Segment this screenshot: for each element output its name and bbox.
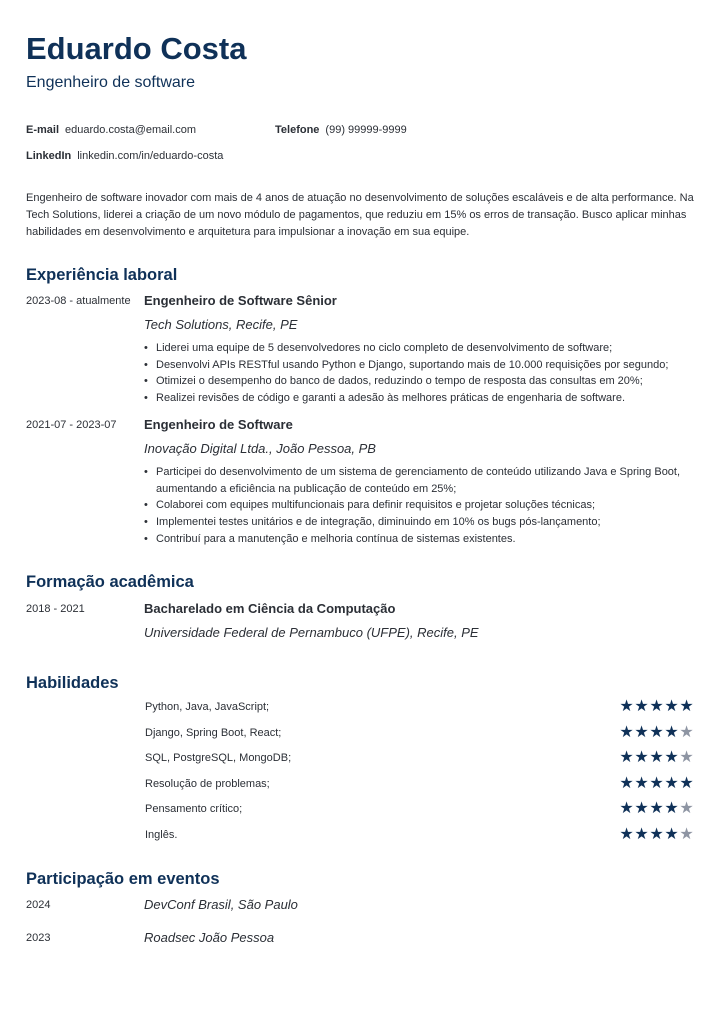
email-value[interactable]: eduardo.costa@email.com [65, 124, 197, 136]
linkedin-value[interactable]: linkedin.com/in/eduardo-costa [77, 150, 224, 162]
star-icon: ★ [679, 824, 694, 843]
phone-label: Telefone [275, 124, 320, 136]
star-icon: ★ [649, 798, 664, 817]
star-icon: ★ [664, 798, 679, 817]
candidate-name: Eduardo Costa [26, 31, 247, 66]
skill-rating [619, 775, 694, 791]
section-title-events: Participação em eventos [26, 870, 220, 888]
event-name: DevConf Brasil, São Paulo [144, 897, 298, 912]
star-icon: ★ [649, 696, 664, 715]
star-icon: ★ [634, 773, 649, 792]
star-icon: ★ [649, 824, 664, 843]
star-icon: ★ [679, 696, 694, 715]
event-name: Roadsec João Pessoa [144, 930, 275, 945]
job-title: Engenheiro de Software Sênior [144, 293, 337, 308]
skill-name: Resolução de problemas; [145, 778, 270, 790]
star-icon: ★ [664, 773, 679, 792]
education-degree: Bacharelado em Ciência da Computação [144, 601, 396, 616]
section-title-skills: Habilidades [26, 674, 119, 692]
star-icon: ★ [619, 722, 634, 741]
star-icon: ★ [619, 824, 634, 843]
email-label: E-mail [26, 124, 60, 136]
star-icon: ★ [679, 798, 694, 817]
star-icon: ★ [664, 747, 679, 766]
job-bullet: • Participei do desenvolvimento de um sistema de gerenciamento de conteúdo utilizando Java e Spring Boot, aumentando a eficiência na publicação de conteúdo em 25%; [156, 464, 696, 497]
job-employer: Inovação Digital Ltda., João Pessoa, PB [144, 441, 376, 456]
star-icon: ★ [634, 722, 649, 741]
star-icon: ★ [634, 747, 649, 766]
star-icon: ★ [619, 773, 634, 792]
star-icon: ★ [649, 773, 664, 792]
skill-name: Django, Spring Boot, React; [145, 727, 282, 739]
candidate-role: Engenheiro de software [26, 74, 195, 91]
job-bullet: • Realizei revisões de código e garanti a adesão às melhores práticas de engenharia de software. [156, 390, 696, 407]
star-icon: ★ [634, 696, 649, 715]
star-icon: ★ [664, 722, 679, 741]
star-icon: ★ [619, 747, 634, 766]
job-dates: 2023-08 - atualmente [26, 295, 131, 307]
star-icon: ★ [649, 747, 664, 766]
star-icon: ★ [679, 722, 694, 741]
education-school: Universidade Federal de Pernambuco (UFPE), Recife, PE [144, 625, 479, 640]
section-title-education: Formação acadêmica [26, 573, 194, 591]
job-bullet: • Desenvolvi APIs RESTful usando Python e Django, suportando mais de 10.000 requisições por segundo; [156, 357, 696, 374]
skill-rating [619, 724, 694, 740]
job-title: Engenheiro de Software [144, 417, 293, 432]
profile-summary: Engenheiro de software inovador com mais de 4 anos de atuação no desenvolvimento de soluções escaláveis e de alta performance. Na Tech Solutions, liderei a criação de um novo módulo de pagamentos, que reduziu em 15% os erros de transação. Busco aplicar minhas habilidades em desenvolvimento e arquitetura para impulsionar a inovação em sua equipe. [26, 192, 694, 238]
job-bullets [144, 464, 696, 548]
education-dates: 2018 - 2021 [26, 603, 85, 615]
star-icon: ★ [634, 824, 649, 843]
skill-rating [619, 826, 694, 842]
event-year: 2024 [26, 899, 51, 911]
star-icon: ★ [664, 824, 679, 843]
phone-value[interactable]: (99) 99999-9999 [325, 124, 407, 136]
star-icon: ★ [664, 696, 679, 715]
star-icon: ★ [634, 798, 649, 817]
skill-name: Pensamento crítico; [145, 803, 243, 815]
job-bullet: • Implementei testes unitários e de integração, diminuindo em 10% os bugs pós-lançamento; [156, 514, 696, 531]
skill-name: SQL, PostgreSQL, MongoDB; [145, 752, 292, 764]
star-icon: ★ [679, 747, 694, 766]
job-bullet: • Contribuí para a manutenção e melhoria contínua de sistemas existentes. [156, 531, 696, 548]
event-year: 2023 [26, 932, 51, 944]
skill-name: Inglês. [145, 829, 178, 841]
skill-rating [619, 698, 694, 714]
job-bullet: • Otimizei o desempenho do banco de dados, reduzindo o tempo de resposta das consultas em 20%; [156, 373, 696, 390]
star-icon: ★ [649, 722, 664, 741]
job-bullet: • Liderei uma equipe de 5 desenvolvedores no ciclo completo de desenvolvimento de software; [156, 340, 696, 357]
job-bullet: • Colaborei com equipes multifuncionais para definir requisitos e projetar soluções técnicas; [156, 497, 696, 514]
linkedin-label: LinkedIn [26, 150, 72, 162]
contact-phone [275, 123, 407, 137]
skill-name: Python, Java, JavaScript; [145, 701, 270, 713]
job-dates: 2021-07 - 2023-07 [26, 419, 117, 431]
star-icon: ★ [679, 773, 694, 792]
job-employer: Tech Solutions, Recife, PE [144, 317, 298, 332]
skill-rating [619, 800, 694, 816]
star-icon: ★ [619, 696, 634, 715]
job-bullets [144, 340, 696, 407]
skill-rating [619, 749, 694, 765]
contact-linkedin [26, 149, 223, 163]
contact-email [26, 123, 196, 137]
section-title-experience: Experiência laboral [26, 266, 178, 284]
star-icon: ★ [619, 798, 634, 817]
